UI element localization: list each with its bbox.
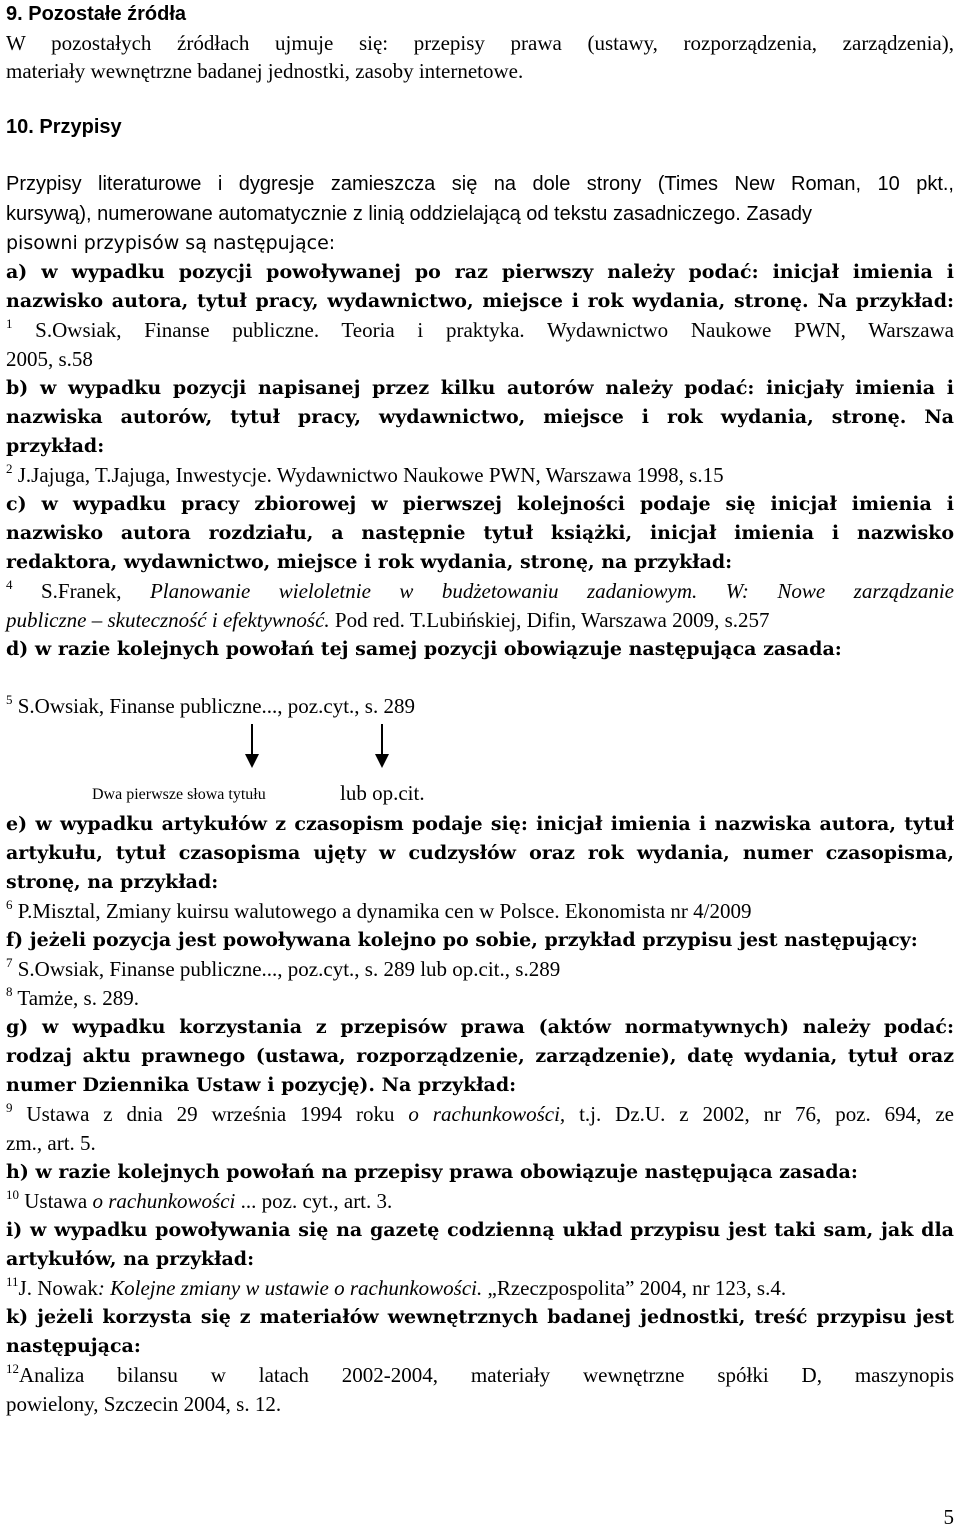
section-10-intro-line-3: pisowni przypisów są następujące: [6, 232, 336, 254]
footnote-number: 6 [6, 897, 13, 912]
footnote-text: J.Jajuga, T.Jajuga, Inwestycje. Wydawnictwo Naukowe PWN, Warszawa 1998, s.15 [12, 463, 724, 487]
rule-b-line-1: b) w wypadku pozycji napisanej przez kilku autorów należy podać: inicjały imienia i [6, 377, 954, 399]
footnote-act-title: o rachunkowości, [408, 1102, 566, 1126]
footnote-text: S.Owsiak, Finanse publiczne..., poz.cyt., s. 289 [12, 694, 415, 718]
section-10-intro-line-2 [6, 200, 954, 228]
rule-i-line-2: artykułów, na przykład: [6, 1248, 255, 1270]
footnote-text: Ustawa [19, 1189, 93, 1213]
rule-g-line-1: g) w wypadku korzystania z przepisów prawa (aktów normatywnych) należy podać: [6, 1016, 954, 1038]
rule-e-line-1: e) w wypadku artykułów z czasopism podaje się: inicjał imienia i nazwiska autora, tytuł [6, 813, 954, 835]
footnote-8 [6, 984, 954, 1012]
footnote-number: 11 [6, 1274, 19, 1289]
footnote-number: 2 [6, 461, 13, 476]
footnote-publisher: Pod red. T.Lubińskiej, Difin, Warszawa 2009, s.257 [329, 608, 770, 632]
rule-c-line-3: redaktora, wydawnictwo, miejsce i rok wydania, stronę, na przykład: [6, 551, 733, 573]
footnote-5 [6, 692, 954, 720]
footnote-text: Ustawa z dnia 29 września 1994 roku [12, 1102, 409, 1126]
rule-c-line-1: c) w wypadku pracy zbiorowej w pierwszej kolejności podaje się inicjał imienia i [6, 493, 954, 515]
rule-b-line-2: nazwiska autorów, tytuł pracy, wydawnictwo, miejsce i rok wydania, stronę. Na [6, 406, 954, 428]
footnote-text-cont: ... poz. cyt., art. 3. [235, 1189, 393, 1213]
footnote-4-line-2 [6, 606, 954, 634]
footnote-title: Planowanie wieloletnie w budżetowaniu zadaniowym. W: Nowe zarządzanie [149, 579, 954, 603]
annotation-first-two-words: Dwa pierwsze słowa tytułu [92, 786, 266, 803]
rule-g-line-2: rodzaj aktu prawnego (ustawa, rozporządzenie, zarządzenie), datę wydania, tytuł oraz [6, 1045, 954, 1067]
footnote-author: J. Nowak [18, 1276, 98, 1300]
rule-k-line-1: k) jeżeli korzysta się z materiałów wewnętrznych badanej jednostki, treść przypisu jest [6, 1306, 954, 1328]
footnote-text: Tamże, s. 289. [12, 986, 139, 1010]
footnote-text: S.Owsiak, Finanse publiczne..., poz.cyt., s. 289 lub op.cit., s.289 [12, 957, 561, 981]
rule-d-line-1: d) w razie kolejnych powołań tej samej pozycji obowiązuje następująca zasada: [6, 638, 842, 660]
footnote-number: 1 [6, 316, 13, 331]
arrow-down-icon [242, 724, 262, 768]
footnote-number: 9 [6, 1100, 13, 1115]
rule-k-line-2: następująca: [6, 1335, 141, 1357]
footnote-4 [6, 577, 954, 605]
footnote-author: S.Franek, [12, 579, 150, 603]
footnote-article-title: : Kolejne zmiany w ustawie o rachunkowości. [97, 1276, 483, 1300]
footnote-number: 4 [6, 577, 13, 592]
footnote-7 [6, 955, 954, 983]
footnote-text: S.Owsiak, Finanse publiczne. Teoria i praktyka. Wydawnictwo Naukowe PWN, Warszawa [12, 318, 954, 342]
footnote-number: 5 [6, 692, 13, 707]
footnote-text-cont: t.j. Dz.U. z 2002, nr 76, poz. 694, ze [565, 1102, 954, 1126]
rule-f-line-1: f) jeżeli pozycja jest powoływana kolejno po sobie, przykład przypisu jest następujący: [6, 929, 918, 951]
section-10-intro-line-1: Przypisy literaturowe i dygresje zamieszcza się na dole strony (Times New Roman, 10 pkt., [6, 173, 954, 195]
rule-h-line-1: h) w razie kolejnych powołań na przepisy prawa obowiązuje następująca zasada: [6, 1161, 858, 1183]
footnote-1-line-2: 2005, s.58 [6, 347, 93, 371]
section-10-heading: 10. Przypisy [6, 116, 122, 138]
section-9-heading: 9. Pozostałe źródła [6, 3, 187, 25]
footnote-1 [6, 316, 954, 344]
rule-a-line-2: nazwisko autora, tytuł pracy, wydawnictwo, miejsce i rok wydania, stronę. Na przykład: [6, 290, 954, 312]
footnote-number: 10 [6, 1187, 19, 1202]
section-9-text-line-2: materiały wewnętrzne badanej jednostki, zasoby internetowe. [6, 59, 524, 83]
rule-a-line-1: a) w wypadku pozycji powoływanej po raz pierwszy należy podać: inicjał imienia i [6, 261, 954, 283]
rule-e-line-3: stronę, na przykład: [6, 871, 219, 893]
rule-c-line-2: nazwisko autora rozdziału, a następnie tytuł książki, inicjał imienia i nazwisko [6, 522, 954, 544]
rule-b-line-3: przykład: [6, 435, 105, 457]
footnote-11 [6, 1274, 954, 1302]
footnote-number: 7 [6, 955, 13, 970]
rule-e-line-2: artykułu, tytuł czasopisma ujęty w cudzysłów oraz rok wydania, numer czasopisma, [6, 842, 954, 864]
footnote-title-cont: publiczne – skuteczność i efektywność. [6, 608, 330, 632]
footnote-12-line-2: powielony, Szczecin 2004, s. 12. [6, 1392, 282, 1416]
rule-i-line-1: i) w wypadku powoływania się na gazetę codzienną układ przypisu jest taki sam, jak dla [6, 1219, 954, 1241]
footnote-10 [6, 1187, 954, 1215]
footnote-9-line-2: zm., art. 5. [6, 1131, 96, 1155]
footnote-12 [6, 1361, 954, 1389]
intro-line-2a: kursywą), numerowane automatycznie z linią oddzielającą od tekstu zasadniczego. [6, 203, 741, 225]
page-number: 5 [943, 1505, 954, 1529]
annotation-op-cit: lub op.cit. [340, 781, 425, 805]
intro-line-2b: Zasady [740, 203, 812, 225]
footnote-act-title: o rachunkowości [92, 1189, 236, 1213]
footnote-2 [6, 461, 954, 489]
footnote-number: 8 [6, 984, 13, 999]
arrow-down-icon [372, 724, 392, 768]
footnote-6 [6, 897, 954, 925]
footnote-number: 12 [6, 1361, 19, 1376]
section-9-text-line-1: W pozostałych źródłach ujmuje się: przepisy prawa (ustawy, rozporządzenia, zarządzenia), [6, 31, 954, 55]
footnote-9 [6, 1100, 954, 1128]
footnote-text: Analiza bilansu w latach 2002-2004, materiały wewnętrzne spółki D, maszynopis [19, 1363, 954, 1387]
footnote-text: P.Misztal, Zmiany kuirsu walutowego a dynamika cen w Polsce. Ekonomista nr 4/2009 [12, 899, 752, 923]
footnote-newspaper: „Rzeczpospolita” 2004, nr 123, s.4. [482, 1276, 787, 1300]
rule-g-line-3: numer Dziennika Ustaw i pozycję). Na przykład: [6, 1074, 517, 1096]
